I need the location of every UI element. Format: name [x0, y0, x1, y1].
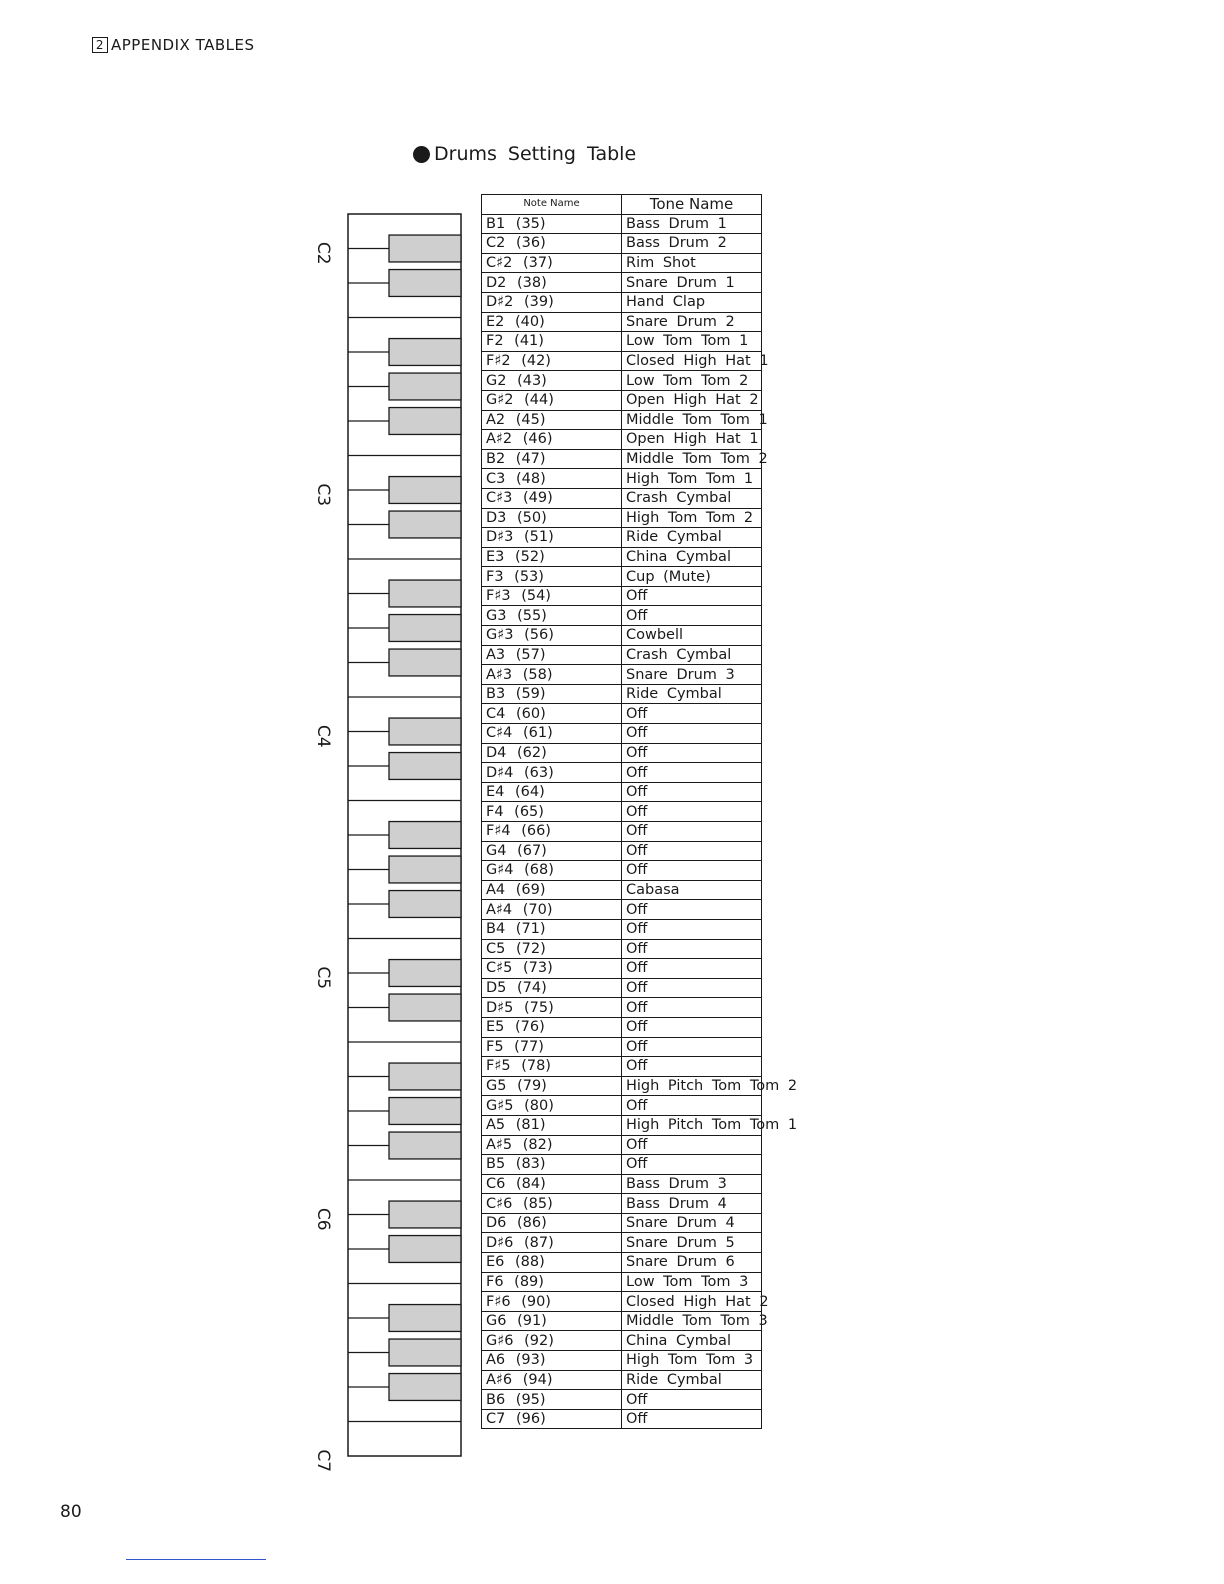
tone-name-cell: Middle Tom Tom 1	[622, 410, 762, 430]
table-row	[482, 528, 762, 548]
table-row	[482, 684, 762, 704]
tone-name-cell: Bass Drum 2	[622, 234, 762, 254]
octave-label: C3	[313, 483, 333, 507]
tone-name-cell: Snare Drum 4	[622, 1213, 762, 1233]
table-row	[482, 1017, 762, 1037]
tone-name-cell: Off	[622, 978, 762, 998]
table-row	[482, 743, 762, 763]
table-row	[482, 234, 762, 254]
tone-name-cell: Ride Cymbal	[622, 528, 762, 548]
tone-name-cell: Middle Tom Tom 3	[622, 1311, 762, 1331]
tone-name-cell: Snare Drum 3	[622, 665, 762, 685]
note-name-cell: E4 (64)	[482, 782, 622, 802]
black-key	[389, 339, 461, 366]
note-name-cell: A2 (45)	[482, 410, 622, 430]
note-name-cell: F♯4 (66)	[482, 822, 622, 842]
table-row	[482, 488, 762, 508]
note-name-cell: B3 (59)	[482, 684, 622, 704]
table-row	[482, 430, 762, 450]
note-name-cell: A3 (57)	[482, 645, 622, 665]
table-row	[482, 586, 762, 606]
tone-name-cell: Off	[622, 1057, 762, 1077]
note-name-cell: E3 (52)	[482, 547, 622, 567]
drums-setting-table	[481, 194, 798, 1429]
black-key	[389, 856, 461, 883]
note-name-cell: G♯6 (92)	[482, 1331, 622, 1351]
black-key	[389, 1236, 461, 1263]
tone-name-cell: Off	[622, 959, 762, 979]
octave-label: C4	[313, 724, 333, 748]
table-row	[482, 1390, 762, 1410]
tone-name-cell: Ride Cymbal	[622, 1370, 762, 1390]
note-name-cell: C♯2 (37)	[482, 253, 622, 273]
table-row	[482, 704, 762, 724]
table-row	[482, 390, 762, 410]
note-name-cell: B2 (47)	[482, 449, 622, 469]
note-name-cell: D6 (86)	[482, 1213, 622, 1233]
table-row	[482, 1057, 762, 1077]
tone-name-cell: Closed High Hat 2	[622, 1292, 762, 1312]
note-name-cell: F3 (53)	[482, 567, 622, 587]
note-name-cell: E5 (76)	[482, 1017, 622, 1037]
black-key	[389, 270, 461, 297]
octave-label: C5	[313, 966, 333, 990]
table-row	[482, 1233, 762, 1253]
note-name-cell: D4 (62)	[482, 743, 622, 763]
tone-name-cell: Off	[622, 900, 762, 920]
note-name-cell: C2 (36)	[482, 234, 622, 254]
note-name-cell: F♯5 (78)	[482, 1057, 622, 1077]
tone-name-cell: Cabasa	[622, 880, 762, 900]
table-row	[482, 1174, 762, 1194]
section-title: APPENDIX TABLES	[111, 36, 255, 54]
black-key	[389, 1098, 461, 1125]
black-key	[389, 649, 461, 676]
table-row	[482, 1096, 762, 1116]
tone-name-cell: Crash Cymbal	[622, 488, 762, 508]
table-row	[482, 802, 762, 822]
table-row	[482, 1253, 762, 1273]
note-name-cell: C5 (72)	[482, 939, 622, 959]
tone-name-cell: Off	[622, 1390, 762, 1410]
table-row	[482, 822, 762, 842]
tone-name-cell: Bass Drum 3	[622, 1174, 762, 1194]
tone-name-cell: Off	[622, 704, 762, 724]
table-row	[482, 253, 762, 273]
tone-name-cell: Off	[622, 606, 762, 626]
tone-name-cell: Low Tom Tom 1	[622, 332, 762, 352]
octave-label: C6	[313, 1207, 333, 1231]
tone-name-cell: Off	[622, 841, 762, 861]
table-row	[482, 1115, 762, 1135]
tone-name-cell: Snare Drum 1	[622, 273, 762, 293]
black-key	[389, 477, 461, 504]
tone-name-cell: Off	[622, 998, 762, 1018]
tone-name-cell: Off	[622, 1409, 762, 1429]
table-row	[482, 782, 762, 802]
table-row	[482, 880, 762, 900]
note-name-cell: C♯4 (61)	[482, 724, 622, 744]
note-name-cell: F6 (89)	[482, 1272, 622, 1292]
note-name-cell: G♯3 (56)	[482, 626, 622, 646]
note-name-cell: F4 (65)	[482, 802, 622, 822]
tone-name-cell: High Pitch Tom Tom 1	[622, 1115, 762, 1135]
tone-name-cell: Off	[622, 1037, 762, 1057]
footer-rule	[126, 1559, 266, 1560]
note-name-cell: A♯3 (58)	[482, 665, 622, 685]
table-row	[482, 724, 762, 744]
note-name-cell: A♯4 (70)	[482, 900, 622, 920]
black-key	[389, 373, 461, 400]
table-row	[482, 626, 762, 646]
tone-name-cell: Closed High Hat 1	[622, 351, 762, 371]
table-row	[482, 292, 762, 312]
black-key	[389, 753, 461, 780]
table-row	[482, 469, 762, 489]
tone-name-cell: Off	[622, 1135, 762, 1155]
table-row	[482, 449, 762, 469]
black-key	[389, 1305, 461, 1332]
table-row	[482, 763, 762, 783]
table-row	[482, 1331, 762, 1351]
tone-name-cell: Off	[622, 861, 762, 881]
table-row	[482, 1370, 762, 1390]
note-name-cell: B6 (95)	[482, 1390, 622, 1410]
table-row	[482, 939, 762, 959]
table-header-row	[482, 195, 762, 215]
note-name-cell: G3 (55)	[482, 606, 622, 626]
column-header-tone-name: Tone Name	[622, 195, 762, 215]
tone-name-cell: Open High Hat 1	[622, 430, 762, 450]
note-name-cell: B1 (35)	[482, 214, 622, 234]
table-row	[482, 1292, 762, 1312]
tone-name-cell: Off	[622, 802, 762, 822]
note-name-cell: C7 (96)	[482, 1409, 622, 1429]
tone-name-cell: Off	[622, 1096, 762, 1116]
table-row	[482, 978, 762, 998]
table-row	[482, 371, 762, 391]
black-key	[389, 718, 461, 745]
tone-name-cell: High Tom Tom 2	[622, 508, 762, 528]
tone-name-cell: Off	[622, 1017, 762, 1037]
black-key	[389, 235, 461, 262]
black-key	[389, 1201, 461, 1228]
table-row	[482, 567, 762, 587]
table-row	[482, 900, 762, 920]
table-row	[482, 1213, 762, 1233]
note-name-cell: A♯2 (46)	[482, 430, 622, 450]
note-name-cell: A6 (93)	[482, 1351, 622, 1371]
black-key	[389, 891, 461, 918]
tone-name-cell: Middle Tom Tom 2	[622, 449, 762, 469]
note-name-cell: F♯6 (90)	[482, 1292, 622, 1312]
octave-label: C7	[313, 1449, 333, 1473]
table-row	[482, 410, 762, 430]
tone-name-cell: High Tom Tom 3	[622, 1351, 762, 1371]
table-row	[482, 1311, 762, 1331]
note-name-cell: F2 (41)	[482, 332, 622, 352]
tone-name-cell: Off	[622, 586, 762, 606]
table-row	[482, 1135, 762, 1155]
note-name-cell: D♯2 (39)	[482, 292, 622, 312]
note-name-cell: A5 (81)	[482, 1115, 622, 1135]
table-row	[482, 1076, 762, 1096]
black-key	[389, 960, 461, 987]
note-name-cell: G♯4 (68)	[482, 861, 622, 881]
tone-name-cell: High Tom Tom 1	[622, 469, 762, 489]
note-name-cell: C6 (84)	[482, 1174, 622, 1194]
table-row	[482, 1272, 762, 1292]
tone-name-cell: Off	[622, 724, 762, 744]
table-row	[482, 959, 762, 979]
tone-name-cell: Low Tom Tom 2	[622, 371, 762, 391]
tone-name-cell: Off	[622, 822, 762, 842]
tone-name-cell: Hand Clap	[622, 292, 762, 312]
page-number: 80	[60, 1502, 82, 1522]
black-key	[389, 1339, 461, 1366]
note-name-cell: D♯5 (75)	[482, 998, 622, 1018]
table-row	[482, 312, 762, 332]
table-title-text: Drums Setting Table	[434, 143, 637, 165]
tone-name-cell: Open High Hat 2	[622, 390, 762, 410]
table-row	[482, 606, 762, 626]
table-row	[482, 214, 762, 234]
table-row	[482, 1194, 762, 1214]
tone-name-cell: Off	[622, 743, 762, 763]
table-body	[482, 214, 798, 1429]
table-row	[482, 919, 762, 939]
tone-name-cell: Crash Cymbal	[622, 645, 762, 665]
tone-name-cell: Snare Drum 5	[622, 1233, 762, 1253]
tone-name-cell: Off	[622, 919, 762, 939]
note-name-cell: D♯4 (63)	[482, 763, 622, 783]
note-name-cell: C♯6 (85)	[482, 1194, 622, 1214]
black-key	[389, 822, 461, 849]
tone-name-cell: Cup (Mute)	[622, 567, 762, 587]
black-key	[389, 511, 461, 538]
tone-name-cell: Low Tom Tom 3	[622, 1272, 762, 1292]
note-name-cell: B4 (71)	[482, 919, 622, 939]
table-row	[482, 645, 762, 665]
tone-name-cell: Snare Drum 6	[622, 1253, 762, 1273]
note-name-cell: A♯5 (82)	[482, 1135, 622, 1155]
note-name-cell: E6 (88)	[482, 1253, 622, 1273]
table-row	[482, 1351, 762, 1371]
table-row	[482, 508, 762, 528]
table-row	[482, 861, 762, 881]
tone-name-cell: Cowbell	[622, 626, 762, 646]
column-header-note-name: Note Name	[482, 195, 622, 215]
table-row	[482, 1037, 762, 1057]
note-name-cell: B5 (83)	[482, 1155, 622, 1175]
black-key	[389, 580, 461, 607]
note-name-cell: C♯5 (73)	[482, 959, 622, 979]
note-name-cell: E2 (40)	[482, 312, 622, 332]
note-name-cell: D3 (50)	[482, 508, 622, 528]
tone-name-cell: Off	[622, 1155, 762, 1175]
note-name-cell: G♯5 (80)	[482, 1096, 622, 1116]
note-name-cell: D2 (38)	[482, 273, 622, 293]
tone-name-cell: Rim Shot	[622, 253, 762, 273]
black-key	[389, 1132, 461, 1159]
note-name-cell: A♯6 (94)	[482, 1370, 622, 1390]
tone-name-cell: Off	[622, 939, 762, 959]
tone-name-cell: Off	[622, 782, 762, 802]
note-name-cell: G5 (79)	[482, 1076, 622, 1096]
note-name-cell: G4 (67)	[482, 841, 622, 861]
note-name-cell: G♯2 (44)	[482, 390, 622, 410]
note-name-cell: D♯6 (87)	[482, 1233, 622, 1253]
black-key	[389, 1063, 461, 1090]
tone-name-cell: Off	[622, 763, 762, 783]
table-row	[482, 332, 762, 352]
tone-name-cell: Bass Drum 1	[622, 214, 762, 234]
note-name-cell: G2 (43)	[482, 371, 622, 391]
table-row	[482, 841, 762, 861]
octave-label: C2	[313, 241, 333, 265]
note-name-cell: G6 (91)	[482, 1311, 622, 1331]
tone-name-cell: Bass Drum 4	[622, 1194, 762, 1214]
black-key	[389, 994, 461, 1021]
table-row	[482, 273, 762, 293]
note-name-cell: D5 (74)	[482, 978, 622, 998]
table-row	[482, 1155, 762, 1175]
note-name-cell: C♯3 (49)	[482, 488, 622, 508]
note-name-cell: C3 (48)	[482, 469, 622, 489]
tone-name-cell: Ride Cymbal	[622, 684, 762, 704]
tone-name-cell: High Pitch Tom Tom 2	[622, 1076, 762, 1096]
note-name-cell: A4 (69)	[482, 880, 622, 900]
note-name-cell: F5 (77)	[482, 1037, 622, 1057]
table-row	[482, 351, 762, 371]
note-name-cell: D♯3 (51)	[482, 528, 622, 548]
tone-name-cell: Snare Drum 2	[622, 312, 762, 332]
tone-name-cell: China Cymbal	[622, 1331, 762, 1351]
black-key	[389, 615, 461, 642]
black-key	[389, 1374, 461, 1401]
black-key	[389, 408, 461, 435]
note-name-cell: C4 (60)	[482, 704, 622, 724]
tone-name-cell: China Cymbal	[622, 547, 762, 567]
note-name-cell: F♯2 (42)	[482, 351, 622, 371]
note-name-cell: F♯3 (54)	[482, 586, 622, 606]
table-row	[482, 1409, 762, 1429]
table-row	[482, 665, 762, 685]
table-row	[482, 998, 762, 1018]
section-number: 2	[92, 37, 108, 53]
table-row	[482, 547, 762, 567]
